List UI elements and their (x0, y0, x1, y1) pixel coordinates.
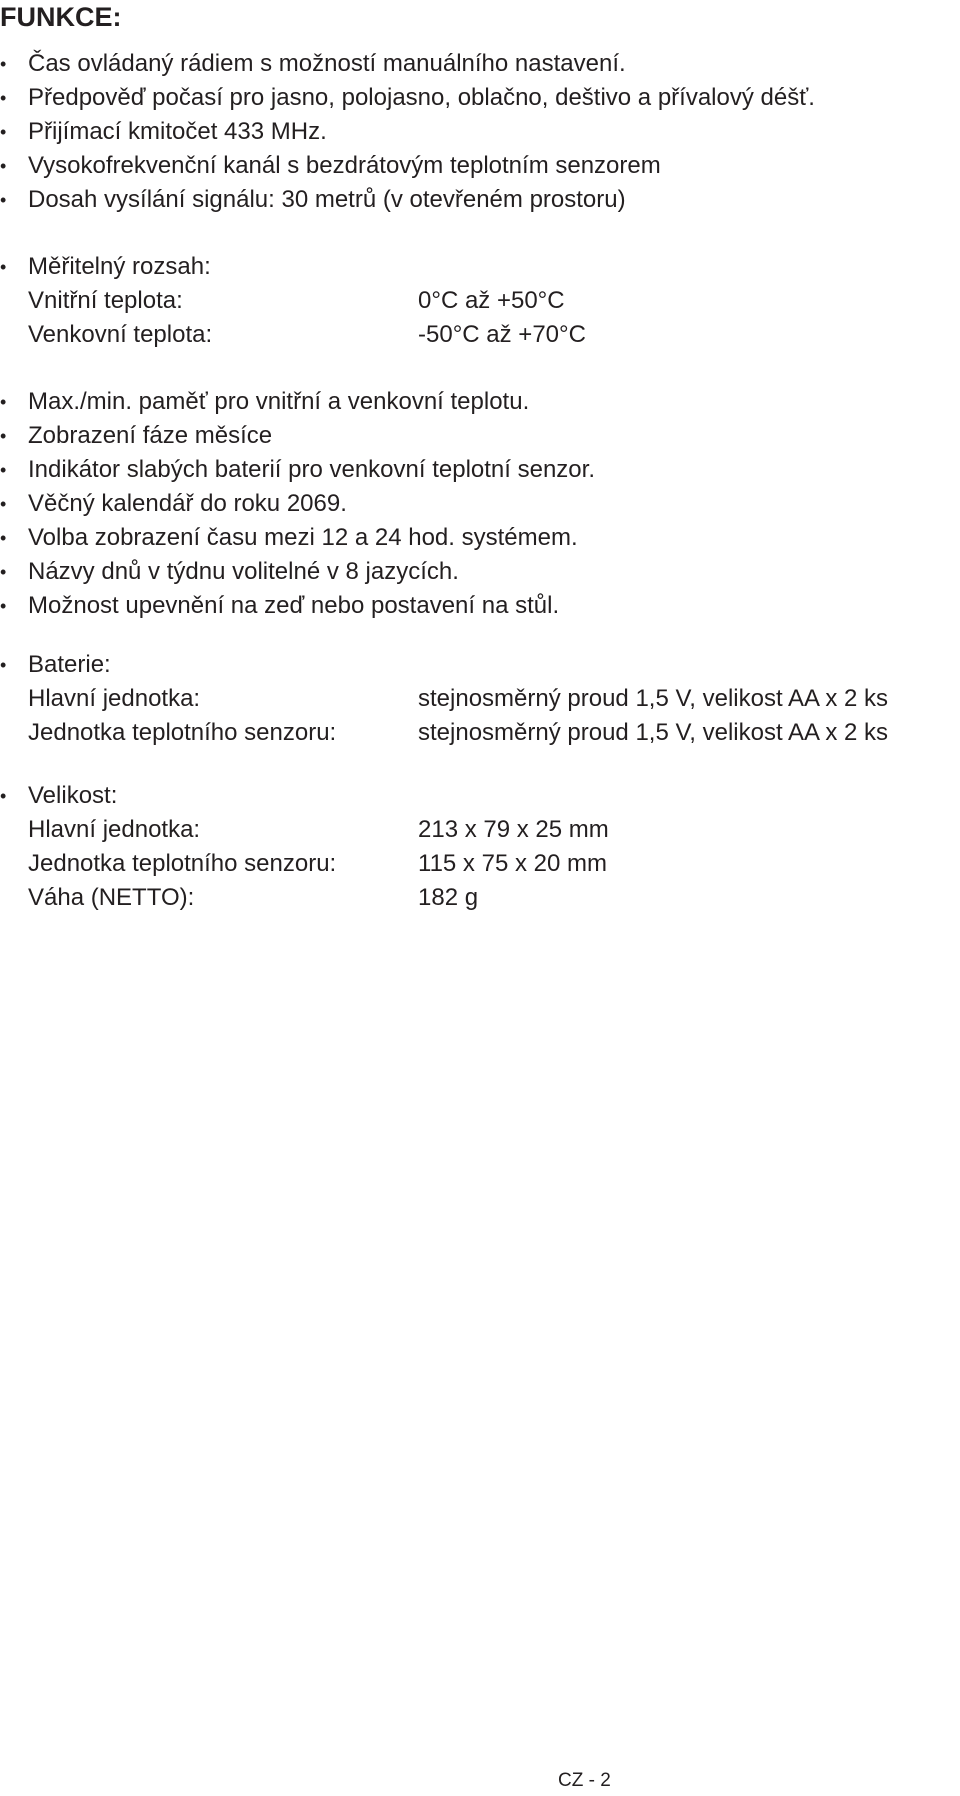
bullet: • (0, 122, 7, 142)
feature-text: Čas ovládaný rádiem s možností manuálního nastavení. (28, 50, 626, 77)
spec-value: 115 x 75 x 20 mm (418, 850, 607, 877)
spec-value: 213 x 79 x 25 mm (418, 816, 609, 843)
bullet: • (0, 494, 7, 514)
spec-value: -50°C až +70°C (418, 321, 586, 348)
spec-label: Hlavní jednotka: (28, 685, 201, 712)
bullet: • (0, 596, 7, 616)
spec-value: 0°C až +50°C (418, 287, 565, 314)
bullet: • (0, 392, 7, 412)
bullet: • (0, 156, 7, 176)
bullet: • (0, 54, 7, 74)
spec-value: stejnosměrný proud 1,5 V, velikost AA x 2 ks (418, 719, 889, 746)
spec-label: Váha (NETTO): (28, 884, 195, 911)
spec-label: Hlavní jednotka: (28, 816, 201, 843)
spec-label: Jednotka teplotního senzoru: (28, 850, 337, 877)
feature-text: Zobrazení fáze měsíce (28, 422, 273, 449)
page-title: FUNKCE: (0, 2, 122, 32)
feature-text: Indikátor slabých baterií pro venkovní teplotní senzor. (28, 456, 595, 483)
spec-label: Jednotka teplotního senzoru: (28, 719, 337, 746)
bullet: • (0, 190, 7, 210)
feature-text: Max./min. paměť pro vnitřní a venkovní teplotu. (28, 388, 530, 415)
feature-text: Možnost upevnění na zeď nebo postavení na stůl. (28, 592, 560, 619)
bullet: • (0, 655, 7, 675)
range-heading-text: Měřitelný rozsah: (28, 253, 211, 280)
bullet: • (0, 460, 7, 480)
feature-text: Volba zobrazení času mezi 12 a 24 hod. systémem. (28, 524, 578, 551)
spec-label: Vnitřní teplota: (28, 287, 183, 314)
feature-text: Věčný kalendář do roku 2069. (28, 490, 347, 517)
page-number: CZ - 2 (558, 1770, 611, 1791)
size-heading-text: Velikost: (28, 782, 118, 809)
bullet: • (0, 257, 7, 277)
bullet: • (0, 786, 7, 806)
feature-text: Dosah vysílání signálu: 30 metrů (v otevřeném prostoru) (28, 186, 626, 213)
battery-heading-text: Baterie: (28, 651, 111, 678)
bullet: • (0, 426, 7, 446)
feature-text: Vysokofrekvenční kanál s bezdrátovým teplotním senzorem (28, 152, 661, 179)
bullet: • (0, 88, 7, 108)
spec-label: Venkovní teplota: (28, 321, 213, 348)
spec-value: 182 g (418, 884, 479, 911)
spec-value: stejnosměrný proud 1,5 V, velikost AA x 2 ks (418, 685, 889, 712)
bullet: • (0, 562, 7, 582)
feature-text: Přijímací kmitočet 433 MHz. (28, 118, 327, 145)
feature-text: Názvy dnů v týdnu volitelné v 8 jazycích. (28, 558, 459, 585)
feature-text: Předpověď počasí pro jasno, polojasno, oblačno, deštivo a přívalový déšť. (28, 84, 815, 111)
bullet: • (0, 528, 7, 548)
